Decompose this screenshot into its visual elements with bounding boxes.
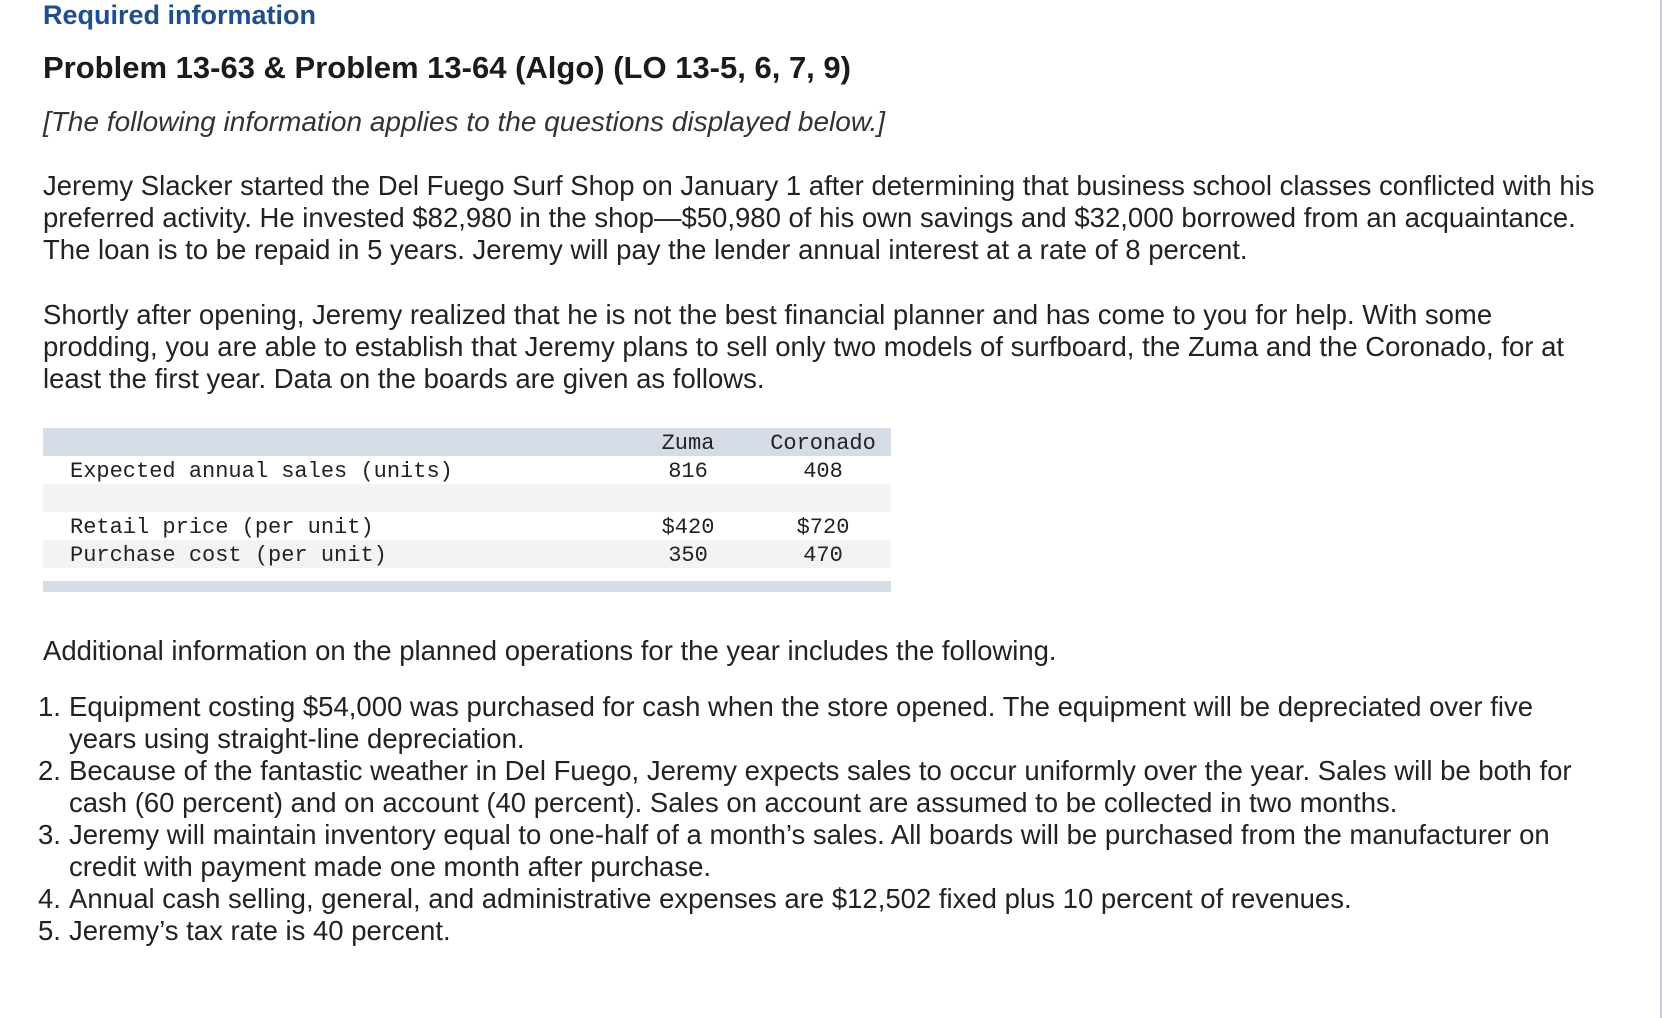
- instruction-note: [The following information applies to the questions displayed below.]: [43, 106, 886, 137]
- list-number: 4.: [38, 883, 61, 914]
- row-label: Retail price (per unit): [70, 515, 374, 540]
- intro-paragraph: Jeremy Slacker started the Del Fuego Surf Shop on January 1 after determining that business school classes conflicted with his preferred activity. He invested $82,980 in the shop—$50,980 of his own savings and $32,000 borrowed from an acquaintance. The loan is to be repaid in 5 years. Jeremy will pay the lender annual interest at a rate of 8 percent.: [43, 170, 1595, 265]
- column-header-coronado: Coronado: [770, 431, 876, 456]
- operations-list: [38, 691, 1598, 947]
- coronado-value: $720: [796, 515, 850, 540]
- table-row: [43, 456, 891, 484]
- row-label: Expected annual sales (units): [70, 459, 453, 484]
- list-item: [38, 691, 1598, 755]
- list-text: Jeremy’s tax rate is 40 percent.: [69, 915, 451, 946]
- additional-info-paragraph: Additional information on the planned operations for the year includes the following.: [43, 635, 1057, 666]
- zuma-value: 350: [668, 543, 708, 568]
- list-text: Annual cash selling, general, and administrative expenses are $12,502 fixed plus 10 percent of revenues.: [69, 883, 1352, 914]
- column-header-zuma: Zuma: [661, 431, 715, 456]
- models-paragraph: Shortly after opening, Jeremy realized that he is not the best financial planner and has come to you for help. With some prodding, you are able to establish that Jeremy plans to sell only two models of surfboard, the Zuma and the Coronado, for at least the first year. Data on the boards are given as follows.: [43, 299, 1564, 394]
- list-number: 5.: [38, 915, 61, 946]
- table-row: [43, 540, 891, 568]
- table-footer-bar: [43, 581, 891, 592]
- list-item: [38, 819, 1598, 883]
- surfboard-data-table: [43, 428, 891, 592]
- table-header-row: [43, 428, 891, 456]
- row-label: Purchase cost (per unit): [70, 543, 387, 568]
- list-number: 1.: [38, 691, 61, 722]
- list-text: Equipment costing $54,000 was purchased for cash when the store opened. The equipment will be depreciated over five years using straight-line depreciation.: [69, 691, 1534, 754]
- coronado-value: 408: [803, 459, 843, 484]
- zuma-value: $420: [661, 515, 715, 540]
- list-item: [38, 883, 1598, 915]
- list-number: 3.: [38, 819, 61, 850]
- list-text: Jeremy will maintain inventory equal to one-half of a month’s sales. All boards will be purchased from the manufacturer on credit with payment made one month after purchase.: [69, 819, 1550, 882]
- problem-title: Problem 13-63 & Problem 13-64 (Algo) (LO 13-5, 6, 7, 9): [43, 50, 851, 85]
- list-text: Because of the fantastic weather in Del Fuego, Jeremy expects sales to occur uniformly over the year. Sales will be both for cash (60 percent) and on account (40 percent). Sales on account are assumed to be collected in two months.: [69, 755, 1572, 818]
- table-row: [43, 512, 891, 540]
- zuma-value: 816: [668, 459, 708, 484]
- coronado-value: 470: [803, 543, 843, 568]
- table-row: [43, 484, 891, 512]
- required-information-heading: Required information: [43, 0, 317, 30]
- list-number: 2.: [38, 755, 61, 786]
- list-item: [38, 755, 1598, 819]
- list-item: [38, 915, 1598, 947]
